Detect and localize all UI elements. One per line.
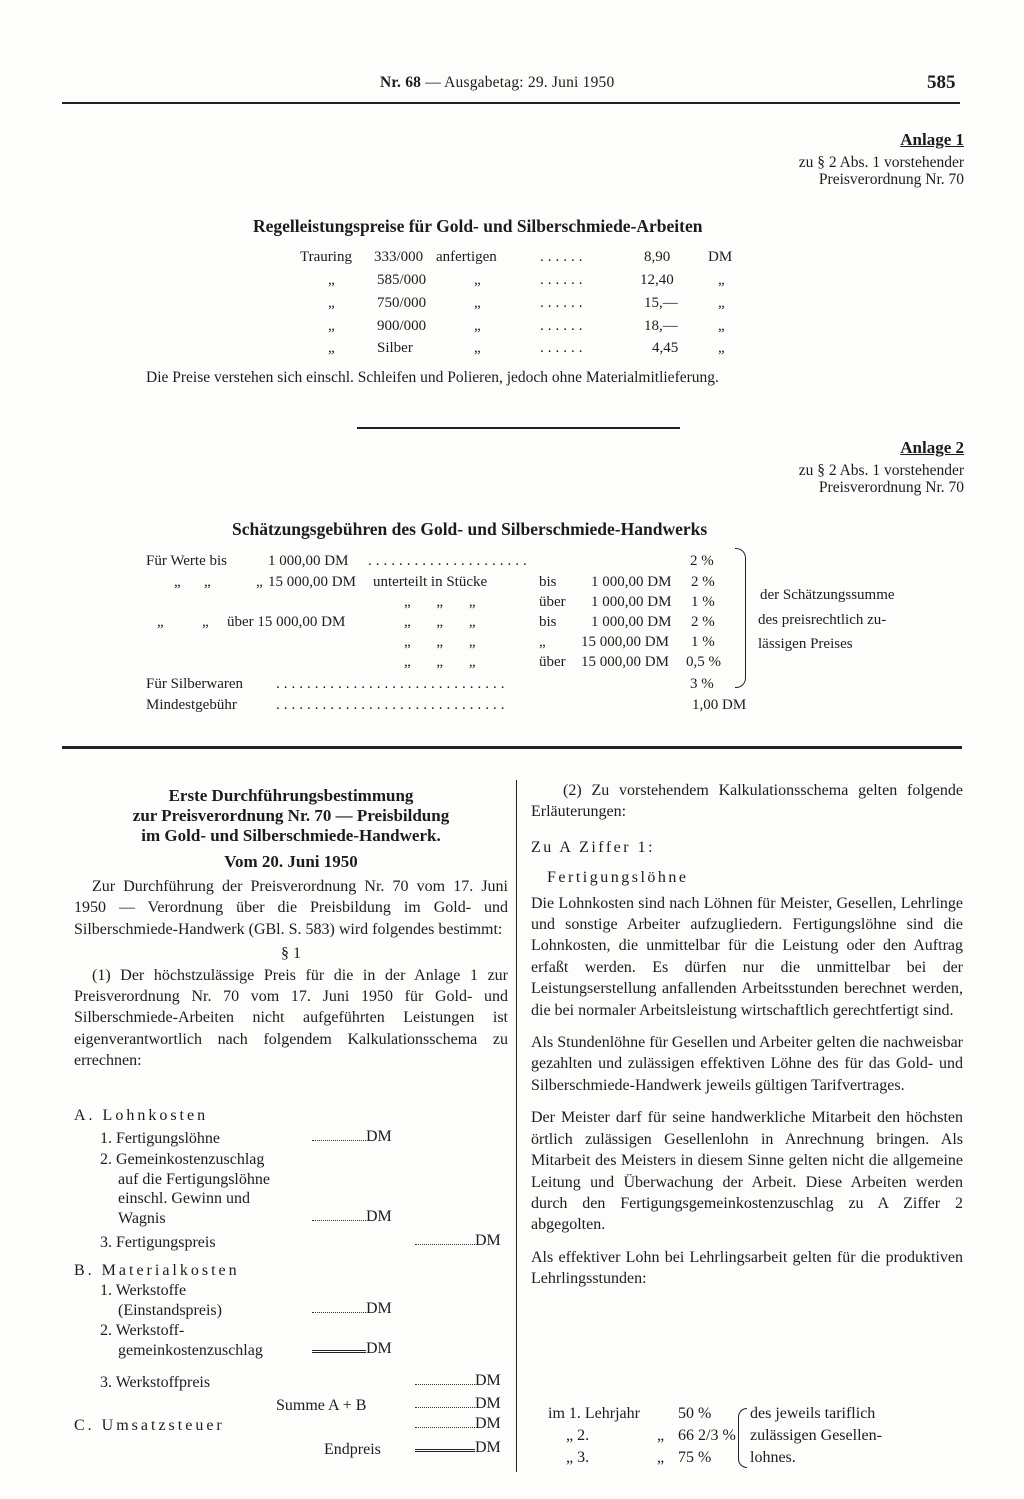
price-row-grade: 900/000 [377, 318, 427, 334]
paragraph-1: (1) Der höchstzulässige Preis für die in der Anlage 1 zur Preisverordnung Nr. 70 vom 17. Juni 1950 für Gold- und Silberschmiede-Arbeiten nicht aufgeführten Leistungen ist eigenverantwortlich nach folgendem Kalkulationsschema zu errechnen: [74, 966, 508, 1070]
fee-label: über 15 000,00 DM [227, 614, 346, 630]
schema-a2-line2: auf die Fertigungslöhne [118, 1171, 270, 1188]
dm-field: DM [415, 1439, 501, 1457]
schema-a2-line4: Wagnis [118, 1210, 166, 1227]
price-row-action: anfertigen [436, 249, 497, 265]
section-divider [357, 427, 680, 429]
fee-limit: 1 000,00 DM [591, 594, 672, 610]
decree-title-line1: Erste Durchführungsbestimmung [168, 786, 414, 805]
fee-rate: 1 % [691, 634, 715, 650]
leader-dots: .............................. [276, 676, 509, 692]
apprentice-rate-2: 66 2/3 % [678, 1427, 736, 1444]
explanation-intro: (2) Zu vorstehendem Kalkulationsschema gelten folgende Erläuterungen: [531, 782, 963, 821]
schema-end: Endpreis [324, 1441, 381, 1458]
main-divider [62, 746, 962, 749]
schema-sum: Summe A + B [276, 1397, 367, 1414]
anlage1-note: Die Preise verstehen sich einschl. Schleifen und Polieren, jedoch ohne Materialmitlieferung. [146, 369, 719, 386]
explanation-para-1: Die Lohnkosten sind nach Löhnen für Meister, Gesellen, Lehrlinge und sonstige Arbeiter aufzugliedern. Fertigungslöhne sind die Lohnkosten, die unmittelbar für die Leistung oder den Auftrag erfaßt werden. Es dürfen nur die unmittelbar bei der Leistungserstellung anfallenden Arbeitsstunden berechnet werden, die bei normaler Arbeitsleistung wirtschaftlich gerechtfertigt sind. [531, 894, 963, 1019]
schema-b3: 3. Werkstoffpreis [100, 1374, 211, 1391]
price-row-price: 18,— [644, 318, 678, 334]
price-row-price: 4,45 [652, 340, 679, 356]
section-ref: Zu A Ziffer 1: [531, 838, 656, 856]
header-rule [62, 102, 960, 104]
fee-limit: 15 000,00 DM [581, 654, 669, 670]
apprentice-note-2: zulässigen Gesellen- [750, 1427, 882, 1444]
anlage2-title: Anlage 2 [900, 438, 964, 457]
brace-note-line1: der Schätzungssumme [760, 587, 895, 603]
schema-b1-line1: 1. Werkstoffe [100, 1282, 187, 1299]
schema-b-label: B. Materialkosten [74, 1262, 240, 1279]
leader-dots: ...... [540, 318, 587, 334]
apprentice-note-3: lohnes. [750, 1449, 796, 1466]
price-row-action: „ [474, 340, 481, 356]
schema-a-label: A. Lohnkosten [74, 1107, 209, 1124]
fee-rate: 2 % [691, 614, 715, 630]
price-row-action: „ [474, 272, 481, 288]
left-column [74, 786, 508, 1072]
apprentice-year-3: „ 3. [566, 1449, 590, 1466]
fee-label: Für Silberwaren [146, 676, 244, 692]
price-row-unit: „ [718, 272, 725, 288]
fee-rate: 1,00 DM [692, 697, 747, 713]
price-row-grade: 750/000 [377, 295, 427, 311]
page-header [380, 74, 614, 92]
schema-a2-line3: einschl. Gewinn und [118, 1190, 250, 1207]
ditto-marks: „ „ „ [404, 594, 476, 610]
decree-intro: Zur Durchführung der Preisverordnung Nr. 70 vom 17. Juni 1950 — Verordnung über die Preisbildung im Gold- und Silberschmiede-Handwerk (GBl. S. 583) wird folgendes bestimmt: [74, 878, 508, 938]
anlage2-ref-line1: zu § 2 Abs. 1 vorstehender [798, 462, 964, 479]
fee-label: Mindestgebühr [146, 697, 237, 713]
paragraph-sign: § 1 [281, 945, 301, 963]
dm-field: DM [312, 1300, 392, 1318]
issue-date: Ausgabetag: 29. Juni 1950 [444, 74, 615, 91]
price-row-price: 8,90 [644, 249, 671, 265]
explanation-para-4: Als effektiver Lohn bei Lehrlingsarbeit gelten für die produktiven Lehrlingsstunden: [531, 1248, 963, 1288]
price-row-price: 15,— [644, 295, 678, 311]
apprentice-rate-1: 50 % [678, 1405, 712, 1422]
anlage2-heading: Schätzungsgebühren des Gold- und Silberschmiede-Handwerks [232, 519, 708, 539]
fee-limit: 1 000,00 DM [591, 574, 672, 590]
price-row-unit: DM [708, 249, 733, 265]
apprentice-year-2: „ 2. [566, 1427, 590, 1444]
apprentice-year-1: im 1. Lehrjahr [548, 1405, 640, 1422]
issue-number: Nr. 68 [380, 74, 422, 91]
dm-field: DM [312, 1208, 392, 1226]
price-row-unit: „ [718, 295, 725, 311]
schema-c-label: C. Umsatzsteuer [74, 1417, 225, 1434]
decree-date: Vom 20. Juni 1950 [224, 852, 358, 871]
anlage1-ref-line2: Preisverordnung Nr. 70 [818, 171, 964, 188]
fee-rate: 2 % [691, 574, 715, 590]
price-row-grade: Silber [377, 340, 413, 356]
price-row-item: „ [328, 295, 335, 311]
dm-field: DM [415, 1372, 501, 1390]
explanation-para-3: Der Meister darf für seine handwerkliche Mitarbeit den höchsten örtlich zulässigen Gesellenlohn in Anrechnung bringen. Als Mitarbeit des Meisters in diesem Sinne gelten nicht die allgemeine Leitung und Überwachung der Arbeit. Diese Arbeiten werden durch den Fertigungsgemeinkostenzuschlag zu A Ziffer 2 abgegolten. [531, 1109, 963, 1234]
fee-rate: 1 % [691, 594, 715, 610]
apprentice-brace [738, 1408, 747, 1468]
header-separator: — [425, 74, 441, 91]
decree-title-line2: zur Preisverordnung Nr. 70 — Preisbildung [132, 806, 450, 825]
schema-a3: 3. Fertigungspreis [100, 1234, 216, 1251]
price-row-grade: 333/000 [374, 249, 424, 265]
subsection-title: Fertigungslöhne [547, 869, 689, 887]
fee-cond: bis [539, 574, 557, 590]
fee-cond: „ [539, 634, 546, 650]
ditto-mark: „ [157, 614, 164, 630]
ditto-marks: „ „ „ [404, 614, 476, 630]
schema-b2-line2: gemeinkostenzuschlag [118, 1342, 263, 1359]
dm-field: DM [312, 1128, 392, 1146]
fee-rate: 2 % [690, 553, 714, 569]
schema-a1: 1. Fertigungslöhne [100, 1130, 220, 1147]
leader-dots: .............................. [276, 697, 509, 713]
apprentice-rate-3: 75 % [678, 1449, 712, 1466]
ditto-mark: „ [204, 574, 211, 590]
leader-dots: ...... [540, 272, 587, 288]
dm-field: DM [415, 1395, 501, 1413]
price-row-unit: „ [718, 340, 725, 356]
fee-rate: 0,5 % [686, 654, 721, 670]
fee-amount: 15 000,00 DM [268, 574, 356, 590]
dm-field: DM [415, 1232, 501, 1250]
brace-note-line3: lässigen Preises [758, 636, 853, 652]
fee-cond: bis [539, 614, 557, 630]
ditto-mark: „ [174, 574, 181, 590]
price-row-price: 12,40 [640, 272, 674, 288]
leader-dots: ...... [540, 340, 587, 356]
anlage1-title: Anlage 1 [900, 130, 964, 149]
price-row-item: „ [328, 318, 335, 334]
decree-title-line3: im Gold- und Silberschmiede-Handwerk. [141, 826, 441, 845]
dm-field: DM [415, 1415, 501, 1433]
schema-b1-line2: (Einstandspreis) [118, 1302, 222, 1319]
anlage1-block [700, 130, 964, 188]
ditto-mark: „ [657, 1449, 665, 1466]
anlage2-block [700, 438, 964, 496]
fee-text: unterteilt in Stücke [373, 574, 488, 590]
fee-limit: 1 000,00 DM [591, 614, 672, 630]
fee-limit: 15 000,00 DM [581, 634, 669, 650]
anlage1-heading: Regelleistungspreise für Gold- und Silberschmiede-Arbeiten [253, 216, 703, 236]
ditto-marks: „ „ „ [404, 634, 476, 650]
fee-amount: 1 000,00 DM [268, 553, 349, 569]
apprentice-note-1: des jeweils tariflich [750, 1405, 876, 1422]
anlage2-ref-line2: Preisverordnung Nr. 70 [818, 479, 964, 496]
explanation-para-2: Als Stundenlöhne für Gesellen und Arbeiter gelten die nachweisbar gezahlten und zulässigen effektiven Löhne des für das Gold- und Silberschmiede-Handwerk jeweils gültigen Tarifvertrages. [531, 1034, 963, 1094]
schema-a2-line1: 2. Gemeinkostenzuschlag [100, 1151, 265, 1168]
price-row-item: „ [328, 340, 335, 356]
dm-field: DM [312, 1340, 392, 1358]
page-number: 585 [927, 72, 956, 93]
schema-b2-line1: 2. Werkstoff- [100, 1322, 185, 1339]
fee-cond: über [539, 654, 566, 670]
ditto-mark: „ [256, 574, 263, 590]
price-row-unit: „ [718, 318, 725, 334]
price-row-item: Trauring [300, 249, 352, 265]
price-row-item: „ [328, 272, 335, 288]
price-row-grade: 585/000 [377, 272, 427, 288]
brace-note-line2: des preisrechtlich zu- [758, 612, 887, 628]
fee-rate: 3 % [690, 676, 714, 692]
price-row-action: „ [474, 318, 481, 334]
anlage1-ref-line1: zu § 2 Abs. 1 vorstehender [798, 154, 964, 171]
price-row-action: „ [474, 295, 481, 311]
ditto-mark: „ [657, 1427, 665, 1444]
ditto-marks: „ „ „ [404, 654, 476, 670]
leader-dots: ...... [540, 295, 587, 311]
ditto-mark: „ [202, 614, 209, 630]
right-column [531, 780, 963, 1290]
leader-dots: ...... [540, 249, 587, 265]
fee-label: Für Werte bis [146, 553, 228, 569]
column-divider [516, 780, 517, 1472]
leader-dots: ..................... [368, 553, 531, 569]
fee-brace [735, 548, 746, 688]
fee-cond: über [539, 594, 566, 610]
